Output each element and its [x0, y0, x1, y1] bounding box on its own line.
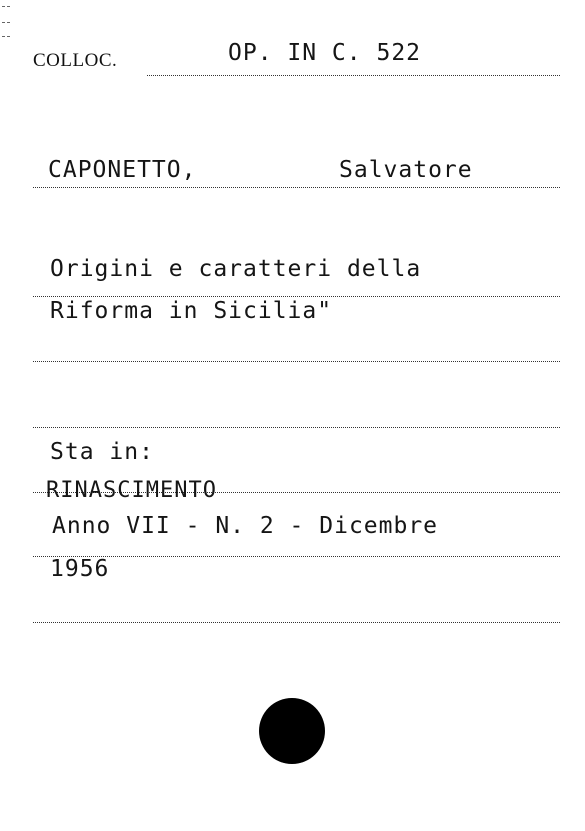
author-forename: Salvatore	[339, 157, 473, 183]
colloc-rule	[147, 75, 560, 76]
punch-hole	[259, 698, 325, 764]
blank-rule-1	[33, 361, 560, 362]
corner-mark	[2, 6, 10, 7]
title-line-1: Origini e caratteri della	[50, 256, 422, 282]
issue-rule	[33, 556, 560, 557]
title-line-2: Riforma in Sicilia"	[50, 298, 333, 324]
issue-line: Anno VII - N. 2 - Dicembre	[52, 513, 439, 539]
blank-rule-3	[33, 622, 560, 623]
blank-rule-2	[33, 427, 560, 428]
corner-mark	[2, 36, 10, 37]
author-rule	[33, 187, 560, 188]
title-rule-1	[33, 296, 560, 297]
colloc-label: COLLOC.	[33, 50, 118, 71]
shelfmark: OP. IN C. 522	[228, 40, 422, 66]
author-surname: CAPONETTO,	[48, 157, 197, 183]
in-label: Sta in:	[50, 439, 154, 465]
corner-mark	[2, 22, 10, 23]
year: 1956	[50, 556, 110, 582]
journal-title: RINASCIMENTO	[46, 478, 217, 503]
